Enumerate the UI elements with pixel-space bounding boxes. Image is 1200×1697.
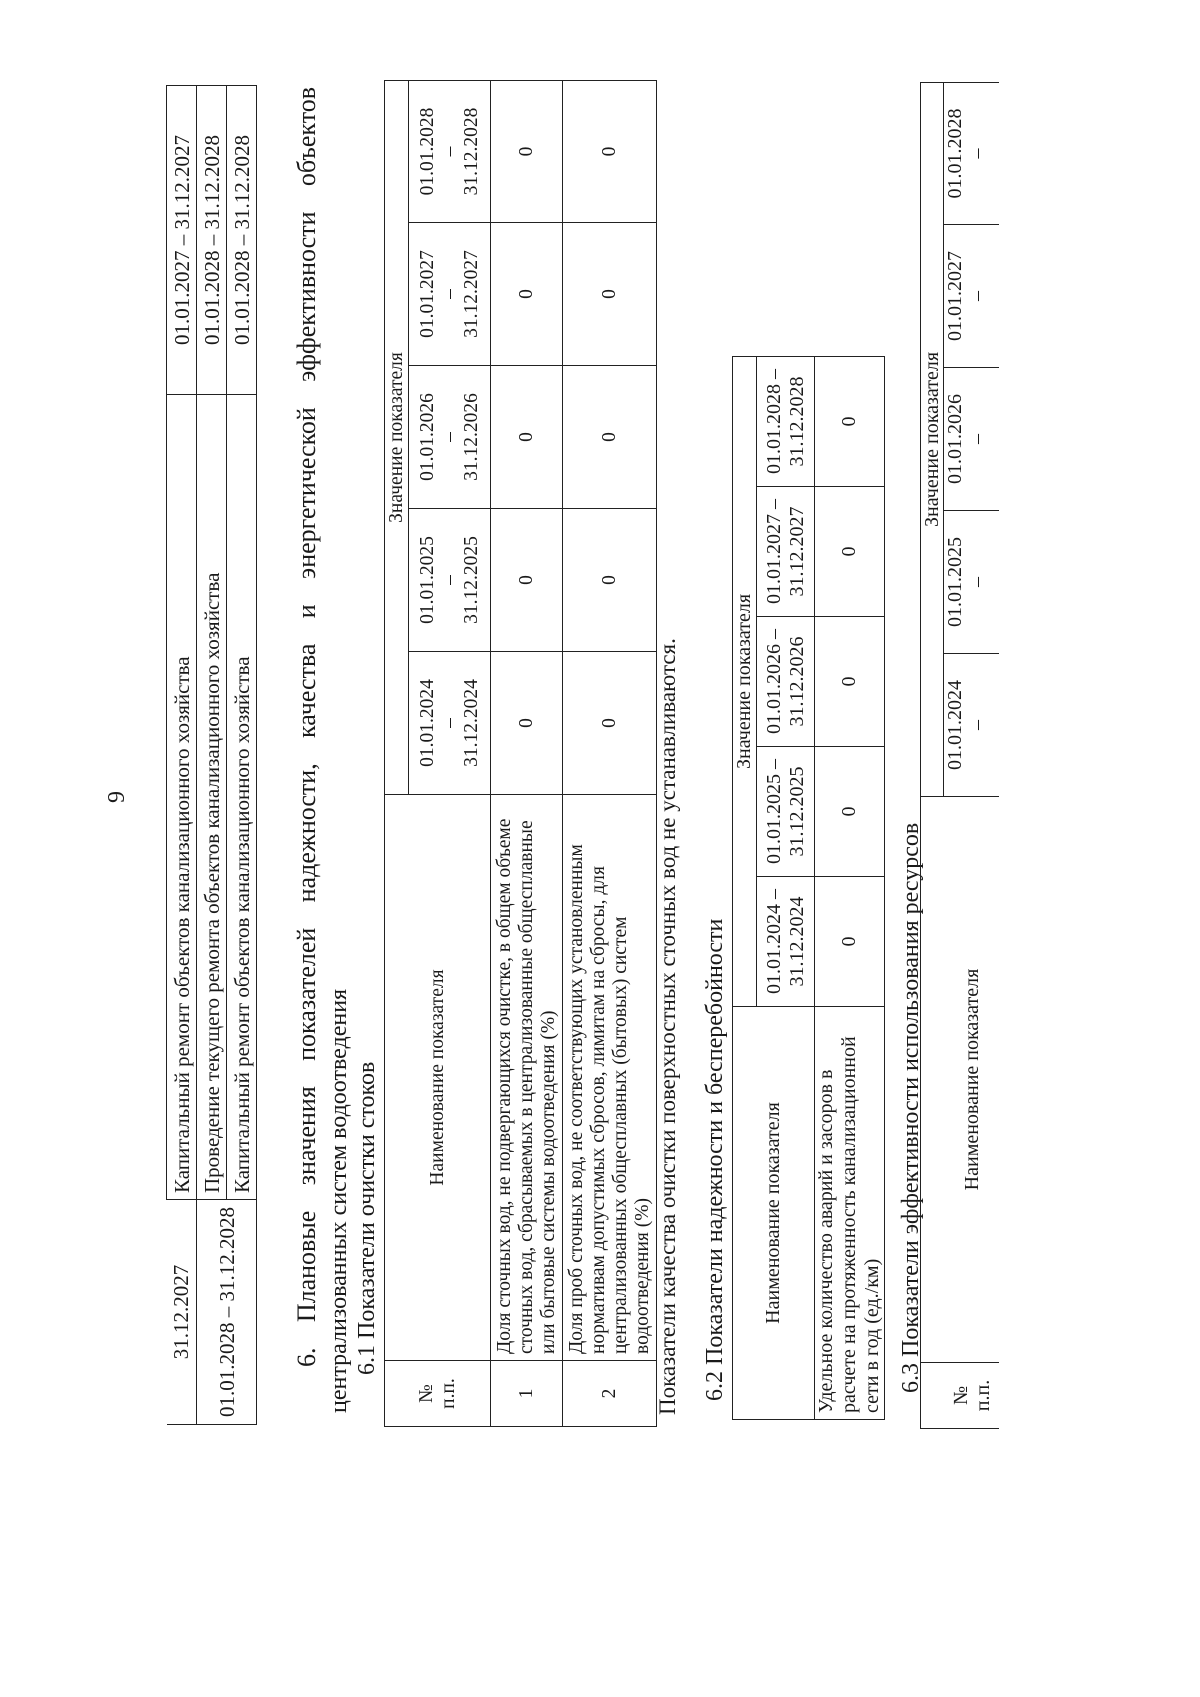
table-6-2: [732, 356, 885, 1420]
indicator-value: 0: [491, 223, 563, 366]
schedule-work-cell: Капитальный ремонт объектов канализационного хозяйства: [227, 395, 257, 1200]
page-number: 9: [104, 791, 130, 803]
table-header-row: [733, 356, 757, 1419]
table-row: [167, 86, 197, 1425]
col-value-header: Значение показателя: [385, 80, 409, 794]
period-header: 01.01.2026 – 31.12.2026: [757, 617, 815, 747]
period-header: 01.01.2024 – 31.12.2024: [409, 652, 491, 795]
table-row: [491, 80, 563, 1426]
schedule-period-cell: 01.01.2028 – 31.12.2028: [197, 1200, 257, 1425]
row-number: 2: [563, 1361, 657, 1427]
period-header: 01.01.2026 – 31.12.2026: [409, 366, 491, 509]
indicator-value: 0: [491, 509, 563, 652]
col-value-header: Значение показателя: [733, 356, 757, 1006]
period-header: 01.01.2024 –: [944, 654, 1000, 797]
indicator-value: 0: [491, 366, 563, 509]
col-value-header: Значение показателя: [921, 82, 944, 796]
period-header: 01.01.2028 –: [944, 82, 1000, 224]
period-header: 01.01.2025 – 31.12.2025: [757, 747, 815, 877]
table-6-3-clip: [914, 77, 999, 1437]
indicator-value: 0: [563, 80, 657, 222]
table-header-row: [921, 82, 944, 1428]
col-name-header: Наименование показателя: [385, 795, 491, 1361]
schedule-dates-cell: 01.01.2028 – 31.12.2028: [227, 86, 257, 395]
schedule-dates-cell: 01.01.2028 – 31.12.2028: [197, 86, 227, 395]
schedule-table: [166, 85, 257, 1425]
schedule-period-cell: 31.12.2027: [167, 1200, 197, 1425]
indicator-value: 0: [563, 509, 657, 652]
row-number: 1: [491, 1361, 563, 1427]
indicator-value: 0: [563, 652, 657, 795]
period-header: 01.01.2028 – 31.12.2028: [409, 80, 491, 222]
surface-water-note: Показатели качества очистки поверхностных сточных вод не устанавливаются.: [655, 638, 680, 1415]
period-header: 01.01.2027 – 31.12.2027: [757, 487, 815, 617]
period-header: 01.01.2027 –: [944, 225, 1000, 368]
period-header: 01.01.2028 – 31.12.2028: [757, 356, 815, 486]
section-6-heading: 6. Плановые значения показателей надежности, качества и энергетической эффективности объектов: [292, 87, 321, 1367]
indicator-value: 0: [563, 223, 657, 366]
period-header: 01.01.2025 –: [944, 511, 1000, 654]
table-row: [815, 356, 885, 1419]
schedule-work-cell: Проведение текущего ремонта объектов канализационного хозяйства: [197, 395, 227, 1200]
table-6-3: [920, 82, 999, 1429]
schedule-dates-cell: 01.01.2027 – 31.12.2027: [167, 86, 197, 395]
indicator-value: 0: [815, 356, 885, 486]
period-header: 01.01.2024 – 31.12.2024: [757, 877, 815, 1007]
subsection-6-1-heading: 6.1 Показатели очистки стоков: [354, 1061, 380, 1375]
indicator-value: 0: [491, 80, 563, 222]
table-row: [563, 80, 657, 1426]
table-row: [197, 86, 227, 1425]
indicator-name: Доля сточных вод, не подвергающихся очистке, в общем объеме сточных вод, сбрасываемых в централизованные общесплавные или бытовые системы водоотведения (%): [491, 795, 563, 1361]
col-number-header: № п.п.: [921, 1363, 1000, 1429]
period-header: 01.01.2027 – 31.12.2027: [409, 223, 491, 366]
schedule-work-cell: Капитальный ремонт объектов канализационного хозяйства: [167, 395, 197, 1200]
col-name-header: Наименование показателя: [921, 797, 1000, 1363]
col-name-header: Наименование показателя: [733, 1007, 815, 1420]
indicator-value: 0: [563, 366, 657, 509]
period-header: 01.01.2026 –: [944, 368, 1000, 511]
indicator-value: 0: [815, 617, 885, 747]
indicator-value: 0: [815, 877, 885, 1007]
indicator-value: 0: [815, 487, 885, 617]
indicator-value: 0: [815, 747, 885, 877]
subsection-6-2-heading: 6.2 Показатели надежности и бесперебойности: [702, 918, 728, 1401]
section-6-heading-continuation: централизованных систем водоотведения: [326, 988, 352, 1413]
subsection-6-3-heading: 6.3 Показатели эффективности использования ресурсов: [898, 822, 924, 1393]
table-6-1: [384, 80, 657, 1427]
indicator-name: Доля проб сточных вод, не соответствующих установленным нормативам допустимых сбросов, лимитам на сбросы, для централизованных общесплавных (бытовых) систем водоотведения (%): [563, 795, 657, 1361]
table-header-row: [385, 80, 409, 1426]
period-header: 01.01.2025 – 31.12.2025: [409, 509, 491, 652]
indicator-value: 0: [491, 652, 563, 795]
indicator-name: Удельное количество аварий и засоров в расчете на протяженность канализационной сети в год (ед./км): [815, 1007, 885, 1420]
col-number-header: № п.п.: [385, 1361, 491, 1427]
